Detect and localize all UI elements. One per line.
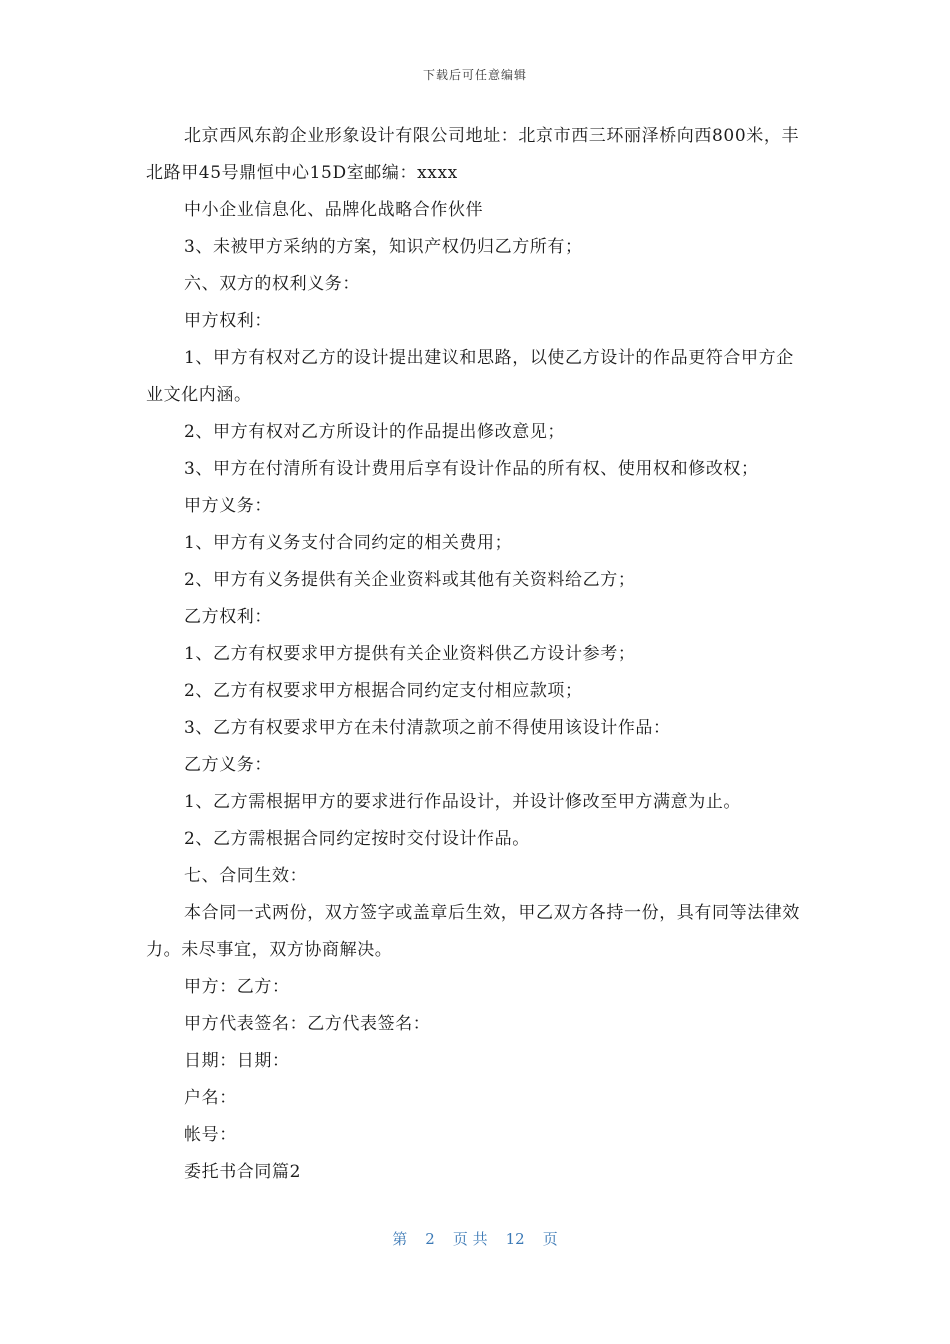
subheading-party-b-obligations: 乙方义务：	[184, 755, 272, 775]
account-name: 户名：	[184, 1088, 237, 1108]
subheading-party-b-rights: 乙方权利：	[184, 607, 272, 627]
paragraph-contract-effect: 本合同一式两份，双方签字或盖章后生效，甲乙双方各持一份，具有同等法律效力。未尽事宜，双方协商解决。	[146, 903, 800, 960]
paragraph-party-b-right-2: 2、乙方有权要求甲方根据合同约定支付相应款项；	[184, 681, 583, 701]
footer-middle: 页 共	[452, 1230, 488, 1248]
section-heading-contract-effect: 七、合同生效：	[184, 866, 308, 886]
paragraph-party-a-obligation-2: 2、甲方有义务提供有关企业资料或其他有关资料给乙方；	[184, 570, 636, 590]
page-header: 下载后可任意编辑	[422, 68, 527, 82]
account-number: 帐号：	[184, 1125, 237, 1145]
paragraph-partner-slogan: 中小企业信息化、品牌化战略合作伙伴	[184, 200, 484, 220]
page-footer	[0, 1228, 950, 1249]
paragraph-party-b-right-1: 1、乙方有权要求甲方提供有关企业资料供乙方设计参考；	[184, 644, 636, 664]
footer-total-pages: 12	[505, 1230, 525, 1248]
signature-dates: 日期：日期：	[184, 1051, 290, 1071]
footer-prefix: 第	[392, 1230, 408, 1248]
paragraph-party-b-right-3: 3、乙方有权要求甲方在未付清款项之前不得使用该设计作品：	[184, 718, 671, 738]
subheading-party-a-rights: 甲方权利：	[184, 311, 272, 331]
paragraph-party-a-right-3: 3、甲方在付清所有设计费用后享有设计作品的所有权、使用权和修改权；	[184, 459, 759, 479]
document-body	[146, 118, 806, 1191]
signature-representatives: 甲方代表签名：乙方代表签名：	[184, 1014, 431, 1034]
paragraph-party-a-obligation-1: 1、甲方有义务支付合同约定的相关费用；	[184, 533, 513, 553]
section-heading-rights-obligations: 六、双方的权利义务：	[184, 274, 360, 294]
signature-parties: 甲方：乙方：	[184, 977, 290, 997]
paragraph-ip-clause: 3、未被甲方采纳的方案，知识产权仍归乙方所有；	[184, 237, 583, 257]
subheading-party-a-obligations: 甲方义务：	[184, 496, 272, 516]
paragraph-company-address: 北京西风东韵企业形象设计有限公司地址：北京市西三环丽泽桥向西800米，丰北路甲45号鼎恒中心15D室邮编：xxxx	[146, 126, 800, 183]
paragraph-party-b-obligation-2: 2、乙方需根据合同约定按时交付设计作品。	[184, 829, 530, 849]
next-section-title: 委托书合同篇2	[184, 1162, 302, 1182]
footer-current-page: 2	[425, 1230, 435, 1248]
paragraph-party-b-obligation-1: 1、乙方需根据甲方的要求进行作品设计，并设计修改至甲方满意为止。	[184, 792, 742, 812]
paragraph-party-a-right-2: 2、甲方有权对乙方所设计的作品提出修改意见；	[184, 422, 566, 442]
footer-suffix: 页	[542, 1230, 558, 1248]
paragraph-party-a-right-1: 1、甲方有权对乙方的设计提出建议和思路，以使乙方设计的作品更符合甲方企业文化内涵。	[146, 348, 794, 405]
